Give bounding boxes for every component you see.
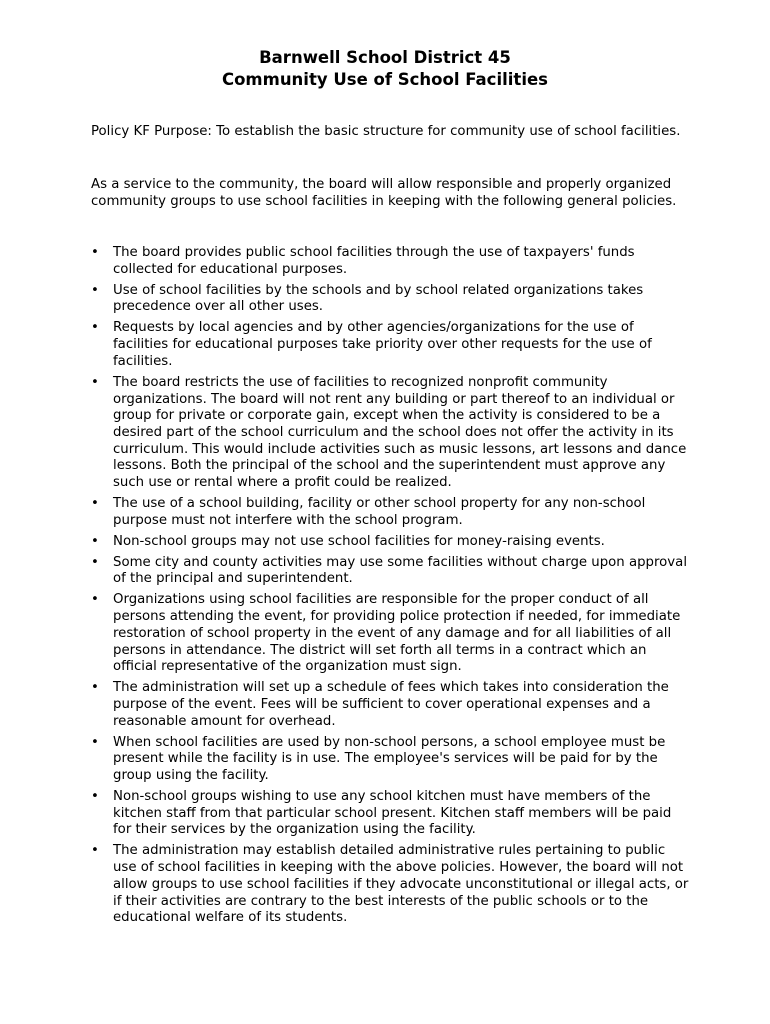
policy-text: Requests by local agencies and by other agencies/organizations for the use of facilities for educational purposes take priority over other requests for the use of facilities. <box>113 320 652 369</box>
policy-text: Use of school facilities by the schools and by school related organizations takes precedence over all other uses. <box>113 282 644 315</box>
bullet-icon: • <box>91 592 99 608</box>
policy-item <box>91 680 691 730</box>
bullet-icon: • <box>91 680 99 696</box>
policy-text: When school facilities are used by non-school persons, a school employee must be present while the facility is in use. The employee's services will be paid for by the group using the facility. <box>113 734 666 784</box>
policy-text: The administration may establish detailed administrative rules pertaining to public use of school facilities in keeping with the above policies. However, the board will not allow groups to use school facilities if they advocate unconstitutional or illegal acts, or if their activities are contrary to the best interests of the public schools or to the educational welfare of its students. <box>113 843 689 926</box>
policy-item <box>91 843 691 927</box>
policy-text: Some city and county activities may use some facilities without charge upon approval of the principal and superintendent. <box>113 554 688 587</box>
policy-item <box>91 320 691 370</box>
policy-list <box>91 245 691 931</box>
policy-item <box>91 375 691 492</box>
intro-paragraph: As a service to the community, the board will allow responsible and properly organized community groups to use school facilities in keeping with the following general policies. <box>91 177 677 209</box>
bullet-icon: • <box>91 320 99 336</box>
policy-text: The board provides public school facilities through the use of taxpayers' funds collected for educational purposes. <box>113 245 635 277</box>
bullet-icon: • <box>91 496 99 512</box>
bullet-icon: • <box>91 374 99 390</box>
policy-text: The administration will set up a schedule of fees which takes into consideration the purpose of the event. Fees will be sufficient to cover operational expenses and a reasonable amount for overhead. <box>113 680 669 729</box>
bullet-icon: • <box>91 245 99 260</box>
bullet-icon: • <box>91 789 99 805</box>
policy-text: Non-school groups wishing to use any school kitchen must have members of the kitchen staff from that particular school present. Kitchen staff members will be paid for their services by the organization using the facility. <box>113 789 672 838</box>
bullet-icon: • <box>91 843 99 859</box>
policy-item <box>91 496 691 529</box>
policy-text: Non-school groups may not use school facilities for money-raising events. <box>113 533 605 549</box>
bullet-icon: • <box>91 533 99 549</box>
policy-text: Organizations using school facilities are responsible for the proper conduct of all persons attending the event, for providing police protection if needed, for immediate restoration of school property in the event of any damage and for all liabilities of all persons in attendance. The district will set forth all terms in a contract which an official representative of the organization must sign. <box>113 592 681 675</box>
policy-item <box>91 245 691 278</box>
document-title <box>0 47 770 91</box>
purpose-paragraph: Policy KF Purpose: To establish the basic structure for community use of school facilities. <box>91 124 681 139</box>
policy-item <box>91 283 691 316</box>
policy-item <box>91 735 691 785</box>
bullet-icon: • <box>91 282 99 298</box>
policy-item <box>91 592 691 676</box>
bullet-icon: • <box>91 554 99 570</box>
policy-text: The board restricts the use of facilities to recognized nonprofit community organizations. The board will not rent any building or part thereof to an individual or group for private or corporate gain, except when the activity is considered to be a desired part of the school curriculum and the school does not offer the activity in its curriculum. This would include activities such as music lessons, art lessons and dance lessons. Both the principal of the school and the superintendent must approve any such use or rental where a profit could be realized. <box>113 374 687 491</box>
policy-item <box>91 534 691 551</box>
policy-item <box>91 555 691 588</box>
policy-text: The use of a school building, facility or other school property for any non-school purpose must not interfere with the school program. <box>113 496 646 528</box>
title-line-1: Barnwell School District 45 <box>259 48 511 67</box>
bullet-icon: • <box>91 734 99 750</box>
policy-item <box>91 789 691 839</box>
title-line-2: Community Use of School Facilities <box>221 70 548 89</box>
